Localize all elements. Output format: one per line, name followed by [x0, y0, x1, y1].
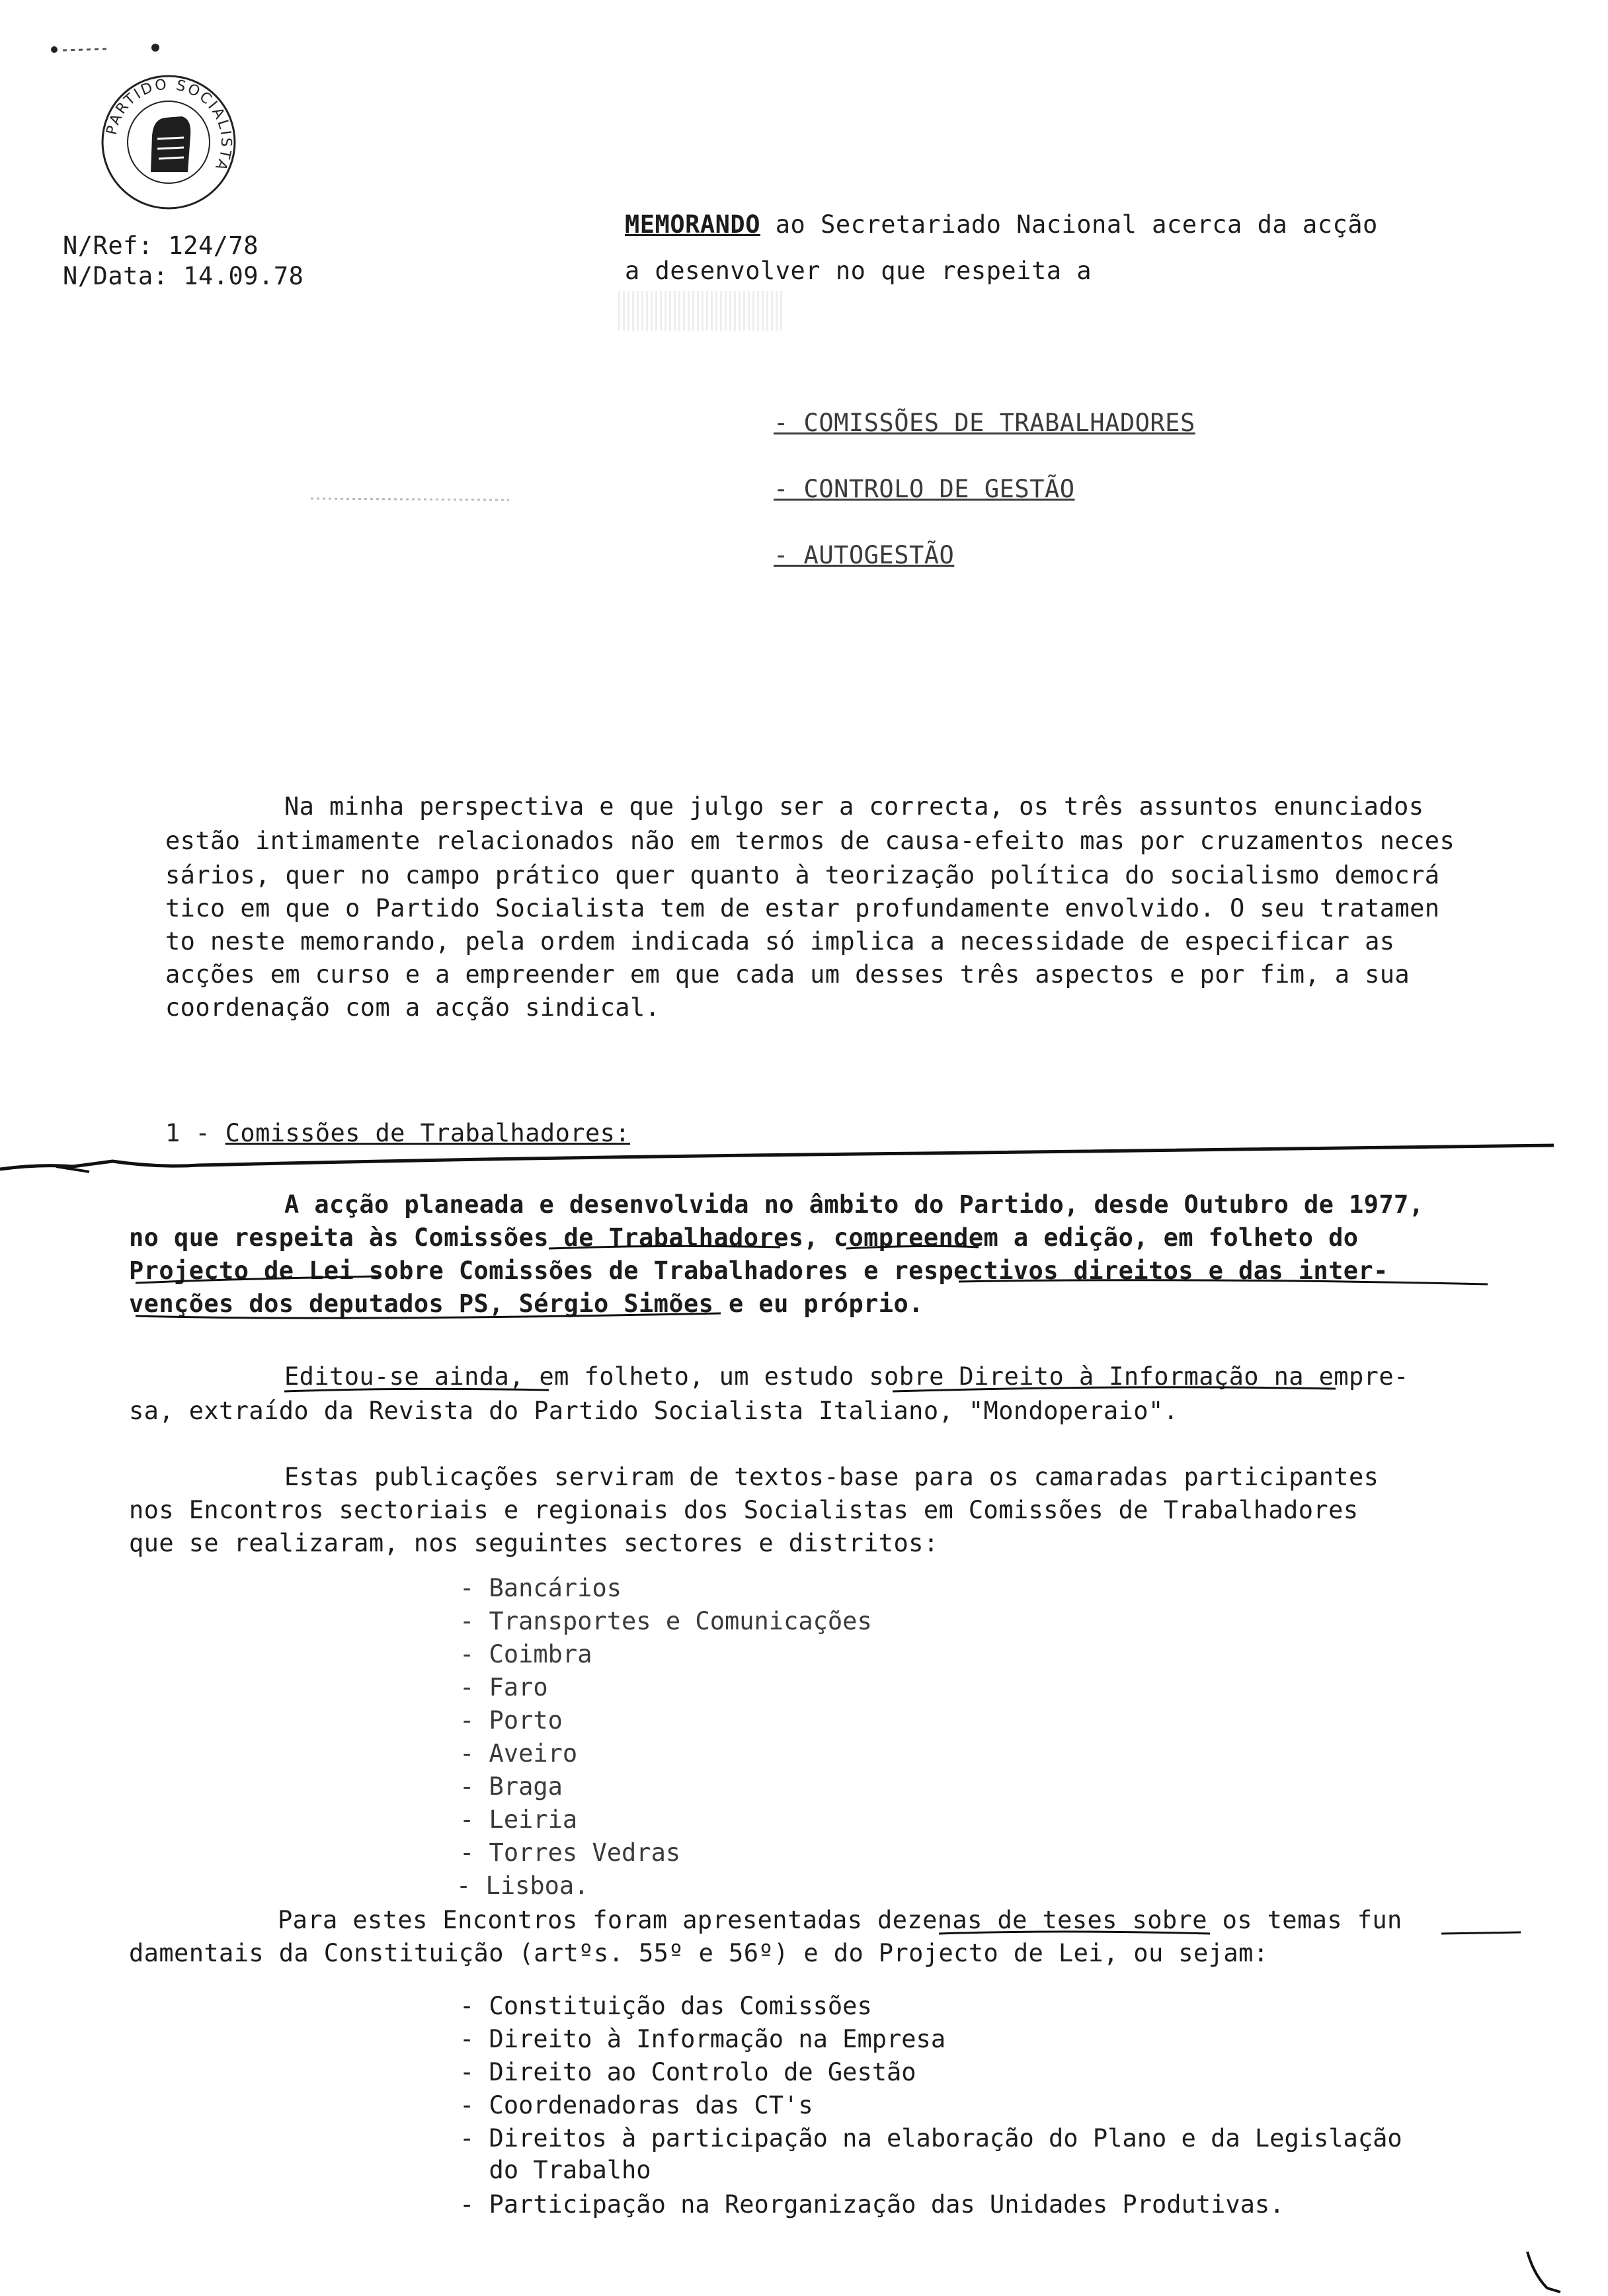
intro-line-1: Na minha perspectiva e que julgo ser a correcta, os três assuntos enunciados [284, 792, 1424, 821]
section-title: Comissões de Trabalhadores: [225, 1119, 630, 1147]
place-item: - Braga [460, 1772, 563, 1801]
reference-date: N/Data: 14.09.78 [63, 262, 304, 290]
place-item: - Transportes e Comunicações [460, 1607, 872, 1635]
s1-p1-line-3: Projecto de Lei sobre Comissões de Trabalhadores e respectivos direitos e das inter- [129, 1256, 1388, 1285]
place-item: - Bancários [460, 1574, 622, 1602]
place-item: - Aveiro [460, 1739, 578, 1768]
theme-item: - Constituição das Comissões [460, 1992, 872, 2020]
intro-line-5: to neste memorando, pela ordem indicada só implica a necessidade de especificar as [165, 927, 1395, 956]
intro-line-3: sários, quer no campo prático quer quanto à teorização política do socialismo democrá [165, 861, 1440, 889]
place-item: - Torres Vedras [460, 1838, 681, 1867]
s1-p2-line-1: Editou-se ainda, em folheto, um estudo sobre Direito à Informação na empre- [284, 1362, 1409, 1391]
s1-p4-line-2: damentais da Constituição (artºs. 55º e 56º) e do Projecto de Lei, ou sejam: [129, 1939, 1269, 1967]
place-item: - Porto [460, 1706, 563, 1735]
intro-line-7: coordenação com a acção sindical. [165, 993, 661, 1022]
place-item: - Faro [460, 1673, 548, 1702]
s1-p1-line-4: venções dos deputados PS, Sérgio Simões e eu próprio. [129, 1290, 924, 1318]
party-seal-logo [99, 73, 238, 212]
s1-p3-line-3: que se realizaram, nos seguintes sectores e distritos: [129, 1529, 939, 1557]
svg-text:PARTIDO SOCIALISTA: PARTIDO SOCIALISTA [103, 76, 235, 175]
s1-p2-line-2: sa, extraído da Revista do Partido Socialista Italiano, "Mondoperaio". [129, 1397, 1179, 1425]
section-number: 1 - [165, 1119, 225, 1147]
s1-p1-line-1: A acção planeada e desenvolvida no âmbito do Partido, desde Outubro de 1977, [284, 1190, 1424, 1219]
topic-worker-commissions: - COMISSÕES DE TRABALHADORES [774, 409, 1195, 437]
place-item: - Coimbra [460, 1640, 592, 1668]
s1-p3-line-1: Estas publicações serviram de textos-base para os camaradas participantes [284, 1463, 1379, 1491]
intro-line-4: tico em que o Partido Socialista tem de estar profundamente envolvido. O seu tratamen [165, 894, 1440, 922]
s1-p1-line-2: no que respeita às Comissões de Trabalhadores, compreendem a edição, em folheto do [129, 1223, 1359, 1252]
theme-item: - Coordenadoras das CT's [460, 2091, 813, 2119]
theme-item: - Direitos à participação na elaboração do Plano e da Legislação [460, 2124, 1402, 2152]
s1-p4-line-1: Para estes Encontros foram apresentadas dezenas de teses sobre os temas fun [278, 1906, 1402, 1934]
corner-pen-mark [1521, 2248, 1574, 2295]
intro-line-6: acções em curso e a empreender em que cada um desses três aspectos e por fim, a sua [165, 960, 1410, 989]
intro-line-2: estão intimamente relacionados não em termos de causa-efeito mas por cruzamentos neces [165, 827, 1455, 855]
topic-self-management: - AUTOGESTÃO [774, 541, 955, 569]
faint-mark [311, 495, 509, 503]
faded-redaction [618, 291, 784, 331]
theme-item: - Participação na Reorganização das Unidades Produtivas. [460, 2190, 1285, 2219]
theme-item: - Direito à Informação na Empresa [460, 2025, 946, 2053]
topic-management-control: - CONTROLO DE GESTÃO [774, 475, 1075, 503]
section-1-heading [165, 1119, 630, 1147]
s1-p3-line-2: nos Encontros sectoriais e regionais dos Socialistas em Comissões de Trabalhadores [129, 1496, 1359, 1524]
scribble-mark [46, 40, 165, 60]
memo-title-rest: ao Secretariado Nacional acerca da acção [760, 210, 1378, 239]
memo-title [625, 210, 1378, 239]
memo-title-keyword: MEMORANDO [625, 210, 760, 239]
place-item: - Lisboa. [456, 1871, 589, 1900]
theme-item-continuation: do Trabalho [460, 2156, 651, 2184]
memo-title-line2: a desenvolver no que respeita a [625, 257, 1092, 285]
place-item: - Leiria [460, 1805, 578, 1834]
theme-item: - Direito ao Controlo de Gestão [460, 2058, 916, 2086]
reference-number: N/Ref: 124/78 [63, 231, 259, 260]
